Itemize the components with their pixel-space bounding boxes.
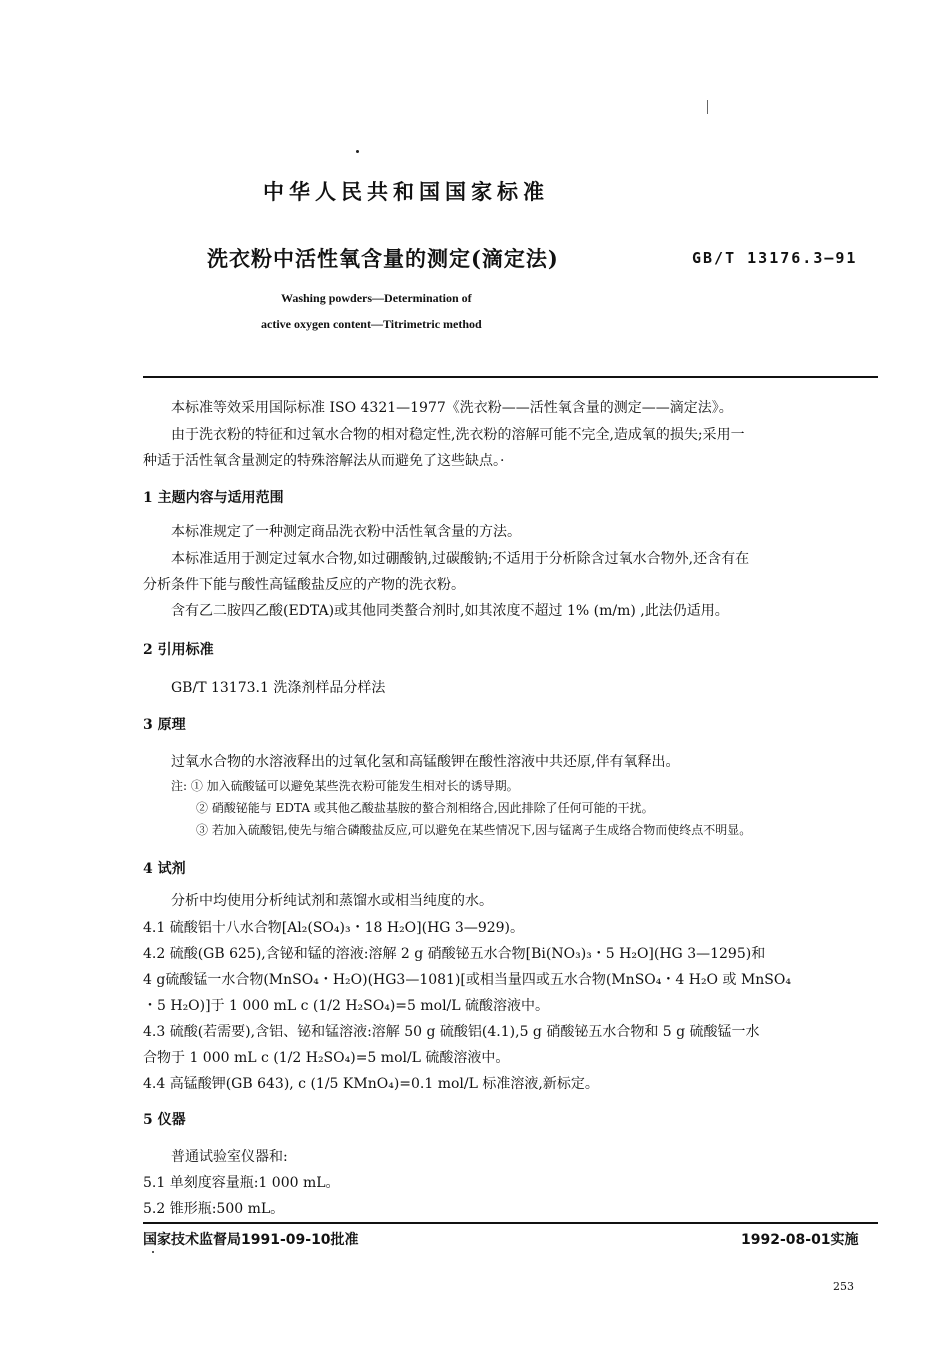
section-4-heading: 4 试剂 — [143, 861, 186, 877]
item-4-2-line2: 4 g硫酸锰一水合物(MnSO₄・H₂O)(HG3—1081)[或相当量四或五水合物(MnSO₄・4 H₂O 或 MnSO₄ — [143, 972, 791, 988]
section-1-paragraph-2-line1: 本标准适用于测定过氧水合物,如过硼酸钠,过碳酸钠;不适用于分析除含过氧水合物外,还含有在 — [171, 551, 750, 567]
doc-title: 洗衣粉中活性氧含量的测定(滴定法) — [207, 246, 559, 271]
scan-speck — [356, 150, 359, 153]
section-4-paragraph: 分析中均使用分析纯试剂和蒸馏水或相当纯度的水。 — [171, 893, 493, 909]
section-5-heading: 5 仪器 — [143, 1112, 186, 1128]
item-4-2-line3: ・5 H₂O)]于 1 000 mL c (1/2 H₂SO₄)=5 mol/L 硫酸溶液中。 — [143, 998, 550, 1014]
english-title-line1: Washing powders—Determination of — [281, 291, 472, 305]
intro-paragraph-1: 本标准等效采用国际标准 ISO 4321—1977《洗衣粉——活性氧含量的测定——滴定法》。 — [171, 400, 733, 416]
item-4-3-line2: 合物于 1 000 mL c (1/2 H₂SO₄)=5 mol/L 硫酸溶液中。 — [143, 1050, 510, 1066]
item-4-3-line1: 4.3 硫酸(若需要),含铝、铋和锰溶液:溶解 50 g 硫酸铝(4.1),5 g 硝酸铋五水合物和 5 g 硫酸锰一水 — [143, 1024, 760, 1040]
item-4-4: 4.4 高锰酸钾(GB 643), c (1/5 KMnO₄)=0.1 mol/L 标准溶液,新标定。 — [143, 1076, 599, 1092]
intro-paragraph-2-line2: 种适于活性氧含量测定的特殊溶解法从而避免了这些缺点。· — [143, 453, 505, 469]
item-4-1: 4.1 硫酸铝十八水合物[Al₂(SO₄)₃・18 H₂O](HG 3—929)。 — [143, 920, 525, 936]
section-3-note-3: ③ 若加入硫酸铝,使先与缩合磷酸盐反应,可以避免在某些情况下,因与锰离子生成络合物而使终点不明显。 — [196, 823, 752, 837]
footer-rule — [143, 1222, 878, 1224]
section-2-reference: GB/T 13173.1 洗涤剂样品分样法 — [171, 680, 386, 696]
section-1-paragraph-1: 本标准规定了一种测定商品洗衣粉中活性氧含量的方法。 — [171, 524, 521, 540]
section-3-heading: 3 原理 — [143, 717, 186, 733]
scan-speck — [152, 1251, 154, 1253]
item-5-1: 5.1 单刻度容量瓶:1 000 mL。 — [143, 1175, 340, 1191]
standard-number: GB/T 13176.3—91 — [692, 249, 858, 267]
item-5-2: 5.2 锥形瓶:500 mL。 — [143, 1201, 285, 1217]
section-2-heading: 2 引用标准 — [143, 642, 214, 658]
scan-mark — [707, 100, 708, 114]
intro-paragraph-2-line1: 由于洗衣粉的特征和过氧水合物的相对稳定性,洗衣粉的溶解可能不完全,造成氧的损失;采用一 — [171, 427, 745, 443]
header-rule — [143, 376, 878, 378]
approval-line: 国家技术监督局1991-09-10批准 — [143, 1232, 359, 1248]
english-title-line2: active oxygen content—Titrimetric method — [261, 317, 482, 331]
section-1-paragraph-3: 含有乙二胺四乙酸(EDTA)或其他同类螯合剂时,如其浓度不超过 1% (m/m) ,此法仍适用。 — [171, 603, 729, 619]
page-number: 253 — [833, 1280, 854, 1293]
effective-date: 1992-08-01实施 — [741, 1232, 859, 1248]
section-1-paragraph-2-line2: 分析条件下能与酸性高锰酸盐反应的产物的洗衣粉。 — [143, 577, 465, 593]
item-4-2-line1: 4.2 硫酸(GB 625),含铋和锰的溶液:溶解 2 g 硝酸铋五水合物[Bi(NO₃)₃・5 H₂O](HG 3—1295)和 — [143, 946, 766, 962]
section-1-heading: 1 主题内容与适用范围 — [143, 490, 284, 506]
section-3-paragraph: 过氧水合物的水溶液释出的过氧化氢和高锰酸钾在酸性溶液中共还原,伴有氧释出。 — [171, 754, 680, 770]
section-5-paragraph: 普通试验室仪器和: — [171, 1149, 288, 1165]
org-title: 中华人民共和国国家标准 — [263, 179, 549, 204]
section-3-note-2: ② 硝酸铋能与 EDTA 或其他乙酸盐基胺的螯合剂相络合,因此排除了任何可能的干扰。 — [196, 801, 654, 815]
section-3-note-1: 注: ① 加入硫酸锰可以避免某些洗衣粉可能发生相对长的诱导期。 — [171, 779, 519, 793]
